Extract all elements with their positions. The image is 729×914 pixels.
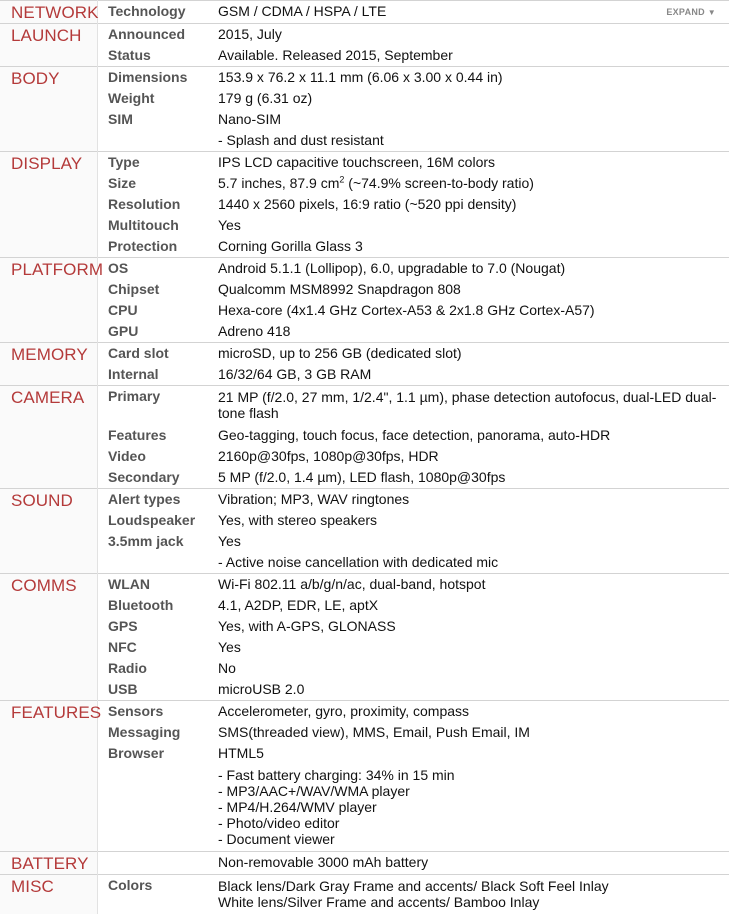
spec-value <box>218 152 729 174</box>
spec-value-sup: 2 <box>339 174 344 184</box>
spec-key-cpu[interactable]: CPU <box>98 300 219 321</box>
section-title-body[interactable]: BODY <box>0 67 98 152</box>
spec-row <box>0 852 729 875</box>
spec-key-internal[interactable]: Internal <box>98 364 219 386</box>
section-title-battery[interactable]: BATTERY <box>0 852 98 875</box>
spec-row <box>0 595 729 616</box>
spec-key <box>98 552 219 574</box>
spec-value <box>218 88 729 109</box>
spec-value-text: Qualcomm MSM8992 Snapdragon 808 <box>218 279 717 300</box>
spec-value <box>218 343 729 365</box>
section-title-memory[interactable]: MEMORY <box>0 343 98 386</box>
spec-row <box>0 279 729 300</box>
spec-value <box>218 531 729 552</box>
spec-value-text: Available. Released 2015, September <box>218 45 717 66</box>
spec-value-text: 16/32/64 GB, 3 GB RAM <box>218 364 717 385</box>
spec-key <box>98 764 219 852</box>
spec-value-text: Yes <box>218 637 717 658</box>
spec-value-text: - Active noise cancellation with dedicated mic <box>218 552 717 573</box>
spec-value <box>218 109 729 130</box>
spec-key-os[interactable]: OS <box>98 258 219 280</box>
spec-value-text: Wi-Fi 802.11 a/b/g/n/ac, dual-band, hotspot <box>218 574 717 595</box>
spec-value-text: 4.1, A2DP, EDR, LE, aptX <box>218 595 717 616</box>
spec-value <box>218 616 729 637</box>
spec-row <box>0 88 729 109</box>
spec-key-announced[interactable]: Announced <box>98 24 219 46</box>
section-title-features[interactable]: FEATURES <box>0 701 98 852</box>
expand-toggle[interactable] <box>666 7 716 17</box>
spec-value <box>218 637 729 658</box>
spec-value-text: HTML5 <box>218 743 717 764</box>
spec-value <box>218 321 729 343</box>
spec-key-messaging[interactable]: Messaging <box>98 722 219 743</box>
spec-row <box>0 45 729 67</box>
spec-value <box>218 701 729 723</box>
spec-row <box>0 764 729 852</box>
spec-key-resolution[interactable]: Resolution <box>98 194 219 215</box>
spec-row <box>0 679 729 701</box>
spec-value-text: Non-removable 3000 mAh battery <box>218 852 717 873</box>
spec-key-card-slot[interactable]: Card slot <box>98 343 219 365</box>
spec-value-text-after: (~74.9% screen-to-body ratio) <box>344 175 533 191</box>
spec-key-type[interactable]: Type <box>98 152 219 174</box>
spec-row <box>0 364 729 386</box>
spec-value <box>218 875 729 914</box>
spec-value <box>218 130 729 152</box>
spec-row <box>0 130 729 152</box>
spec-value-text: microUSB 2.0 <box>218 679 717 700</box>
spec-value <box>218 45 729 67</box>
spec-value-text: 21 MP (f/2.0, 27 mm, 1/2.4", 1.1 µm), phase detection autofocus, dual-LED dual-tone flash <box>218 386 717 425</box>
spec-value <box>218 236 729 258</box>
spec-value <box>218 510 729 531</box>
spec-row <box>0 215 729 236</box>
spec-key-secondary[interactable]: Secondary <box>98 467 219 489</box>
spec-key-nfc[interactable]: NFC <box>98 637 219 658</box>
spec-value <box>218 852 729 875</box>
spec-value <box>218 173 729 194</box>
spec-value-text: Yes, with stereo speakers <box>218 510 717 531</box>
spec-key-gpu[interactable]: GPU <box>98 321 219 343</box>
spec-row <box>0 510 729 531</box>
spec-key-protection[interactable]: Protection <box>98 236 219 258</box>
spec-value-text: Yes <box>218 531 717 552</box>
spec-value-text: 5 MP (f/2.0, 1.4 µm), LED flash, 1080p@30fps <box>218 467 717 488</box>
spec-value <box>218 446 729 467</box>
spec-key-wlan[interactable]: WLAN <box>98 574 219 596</box>
spec-key <box>98 130 219 152</box>
spec-value <box>218 279 729 300</box>
spec-key-primary[interactable]: Primary <box>98 386 219 426</box>
section-title-sound[interactable]: SOUND <box>0 489 98 574</box>
section-title-camera[interactable]: CAMERA <box>0 386 98 489</box>
spec-value-line: - MP4/H.264/WMV player <box>218 799 717 815</box>
spec-value <box>218 658 729 679</box>
spec-value-text: 2015, July <box>218 24 717 45</box>
spec-value-text: Yes, with A-GPS, GLONASS <box>218 616 717 637</box>
spec-value-text: 5.7 inches, 87.9 cm <box>218 175 339 191</box>
spec-row <box>0 616 729 637</box>
spec-value-text: microSD, up to 256 GB (dedicated slot) <box>218 343 717 364</box>
spec-value-text: Accelerometer, gyro, proximity, compass <box>218 701 717 722</box>
spec-value-line: - MP3/AAC+/WAV/WMA player <box>218 783 717 799</box>
spec-value <box>218 258 729 280</box>
spec-value <box>218 425 729 446</box>
spec-row <box>0 552 729 574</box>
spec-value-line: - Fast battery charging: 34% in 15 min <box>218 767 717 783</box>
spec-row <box>0 701 729 723</box>
spec-key-video[interactable]: Video <box>98 446 219 467</box>
spec-key-status[interactable]: Status <box>98 45 219 67</box>
spec-value <box>218 215 729 236</box>
spec-key-weight[interactable]: Weight <box>98 88 219 109</box>
spec-value-text: IPS LCD capacitive touchscreen, 16M colors <box>218 152 717 173</box>
spec-row <box>0 152 729 174</box>
spec-value <box>218 300 729 321</box>
spec-value-line: White lens/Silver Frame and accents/ Bamboo Inlay <box>218 894 717 910</box>
spec-value-line: - Photo/video editor <box>218 815 717 831</box>
spec-value <box>218 722 729 743</box>
spec-key-alert-types[interactable]: Alert types <box>98 489 219 511</box>
spec-key-sensors[interactable]: Sensors <box>98 701 219 723</box>
spec-value-text: SMS(threaded view), MMS, Email, Push Email, IM <box>218 722 717 743</box>
spec-value <box>218 386 729 426</box>
spec-key-size[interactable]: Size <box>98 173 219 194</box>
spec-value-text: 1440 x 2560 pixels, 16:9 ratio (~520 ppi density) <box>218 194 717 215</box>
spec-row <box>0 875 729 914</box>
spec-value-text: 2160p@30fps, 1080p@30fps, HDR <box>218 446 717 467</box>
spec-row <box>0 425 729 446</box>
spec-row <box>0 743 729 764</box>
spec-key-colors[interactable]: Colors <box>98 875 219 914</box>
spec-row <box>0 1 729 24</box>
spec-value <box>218 552 729 574</box>
spec-row <box>0 173 729 194</box>
spec-value-text: Yes <box>218 215 717 236</box>
spec-key-browser[interactable]: Browser <box>98 743 219 764</box>
section-title-comms[interactable]: COMMS <box>0 574 98 701</box>
spec-value <box>218 467 729 489</box>
spec-row <box>0 258 729 280</box>
spec-value-text: - Splash and dust resistant <box>218 130 717 151</box>
spec-value <box>218 574 729 596</box>
spec-row <box>0 321 729 343</box>
spec-key-3-5mm-jack[interactable]: 3.5mm jack <box>98 531 219 552</box>
spec-key-radio[interactable]: Radio <box>98 658 219 679</box>
spec-value <box>218 364 729 386</box>
spec-row <box>0 300 729 321</box>
spec-value <box>218 595 729 616</box>
expand-label: EXPAND <box>666 7 705 17</box>
spec-key-technology[interactable]: Technology <box>98 1 219 24</box>
spec-value <box>218 679 729 701</box>
spec-value-text: Vibration; MP3, WAV ringtones <box>218 489 717 510</box>
spec-row <box>0 574 729 596</box>
spec-row <box>0 194 729 215</box>
spec-value-text: No <box>218 658 717 679</box>
spec-value-line: Black lens/Dark Gray Frame and accents/ Black Soft Feel Inlay <box>218 878 717 894</box>
spec-value <box>218 489 729 511</box>
spec-key-usb[interactable]: USB <box>98 679 219 701</box>
spec-row <box>0 343 729 365</box>
chevron-down-icon: ▼ <box>708 8 716 17</box>
spec-key-chipset[interactable]: Chipset <box>98 279 219 300</box>
spec-row <box>0 67 729 89</box>
spec-value <box>218 67 729 89</box>
spec-row <box>0 446 729 467</box>
spec-value <box>218 1 729 24</box>
spec-row <box>0 658 729 679</box>
spec-value-text: Geo-tagging, touch focus, face detection, panorama, auto-HDR <box>218 425 717 446</box>
spec-value-text: GSM / CDMA / HSPA / LTE <box>218 1 717 22</box>
spec-row <box>0 637 729 658</box>
spec-row <box>0 531 729 552</box>
spec-key-sim[interactable]: SIM <box>98 109 219 130</box>
spec-row <box>0 386 729 426</box>
spec-key-gps[interactable]: GPS <box>98 616 219 637</box>
spec-key <box>98 852 219 875</box>
spec-row <box>0 722 729 743</box>
spec-value-text: Corning Gorilla Glass 3 <box>218 236 717 257</box>
spec-value-text: Nano-SIM <box>218 109 717 130</box>
spec-key-bluetooth[interactable]: Bluetooth <box>98 595 219 616</box>
section-title-platform[interactable]: PLATFORM <box>0 258 98 343</box>
spec-value-text: 179 g (6.31 oz) <box>218 88 717 109</box>
spec-value <box>218 24 729 46</box>
section-title-network[interactable]: NETWORK <box>0 1 98 24</box>
spec-value-line: - Document viewer <box>218 831 717 847</box>
section-title-display[interactable]: DISPLAY <box>0 152 98 258</box>
spec-value <box>218 743 729 764</box>
spec-key-dimensions[interactable]: Dimensions <box>98 67 219 89</box>
spec-value-text: Android 5.1.1 (Lollipop), 6.0, upgradable to 7.0 (Nougat) <box>218 258 717 279</box>
spec-value <box>218 194 729 215</box>
section-title-misc[interactable]: MISC <box>0 875 98 914</box>
spec-row <box>0 109 729 130</box>
spec-row <box>0 236 729 258</box>
spec-row <box>0 489 729 511</box>
spec-value-text: 153.9 x 76.2 x 11.1 mm (6.06 x 3.00 x 0.44 in) <box>218 67 717 88</box>
spec-key-loudspeaker[interactable]: Loudspeaker <box>98 510 219 531</box>
section-title-launch[interactable]: LAUNCH <box>0 24 98 67</box>
spec-row <box>0 24 729 46</box>
spec-value <box>218 764 729 852</box>
spec-value-text: Adreno 418 <box>218 321 717 342</box>
spec-row <box>0 467 729 489</box>
spec-key-multitouch[interactable]: Multitouch <box>98 215 219 236</box>
spec-value-text: Hexa-core (4x1.4 GHz Cortex-A53 & 2x1.8 GHz Cortex-A57) <box>218 300 717 321</box>
spec-key-features[interactable]: Features <box>98 425 219 446</box>
